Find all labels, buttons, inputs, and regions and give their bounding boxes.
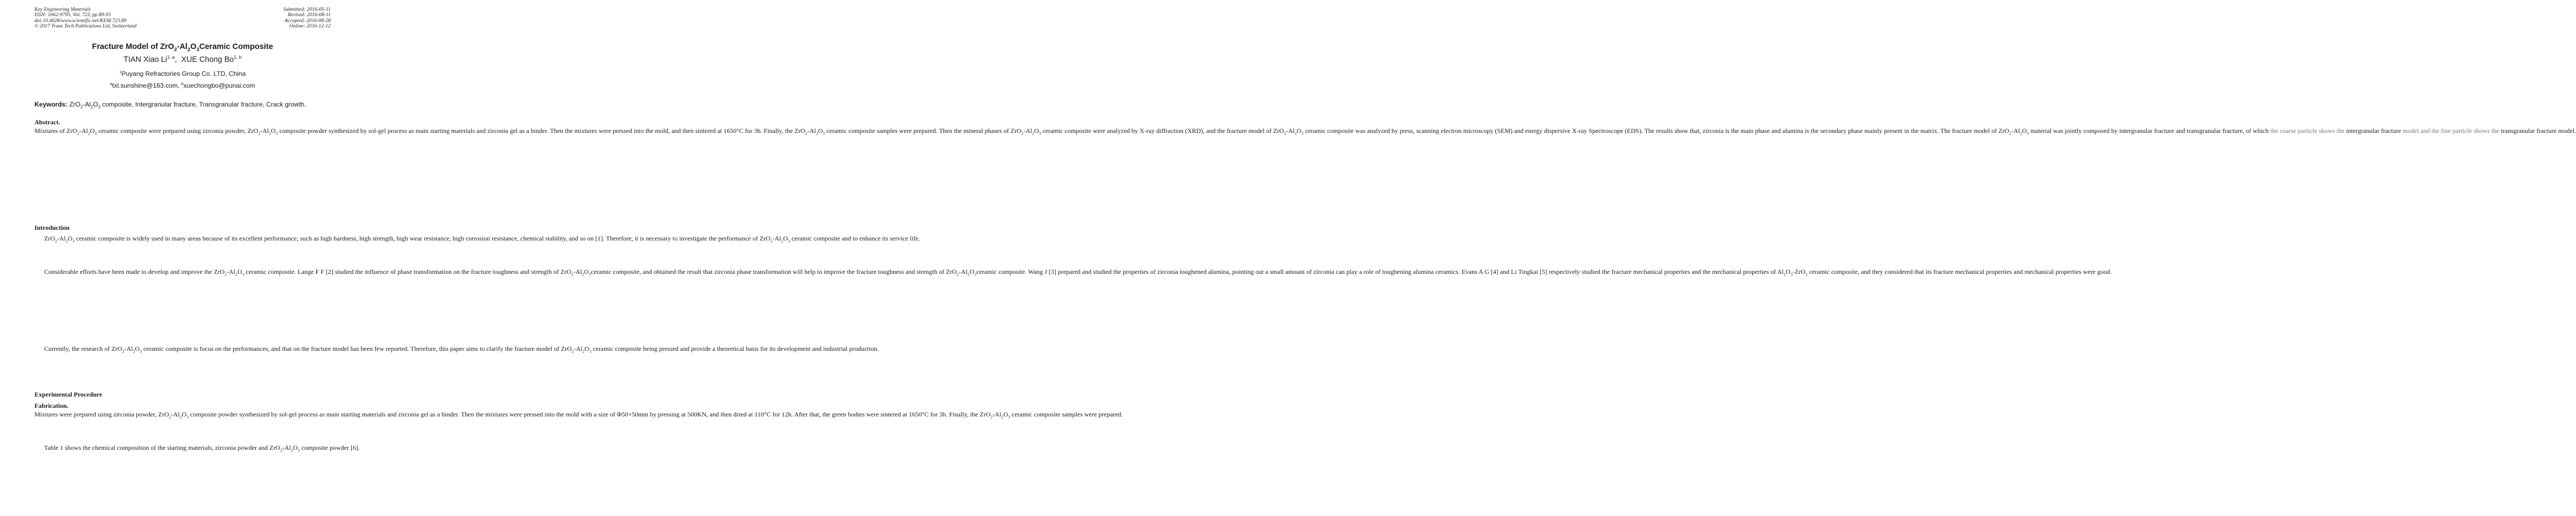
author-2: XUE Chong Bo [181, 55, 234, 64]
date-accepted: Accepted: 2016-08-28 [284, 17, 331, 24]
intro-paragraph-3: Currently, the research of $ZrO_2-Al_2O_3$ ceramic composite is focus on the performances, and that on the fracture model has been few reported. Therefore, this paper aims to clarify the fracture model of $ZrO_2-Al_2O_3$ ceramic composite being pressed and provide a theoretical basis for its development and industrial production. [44, 345, 879, 354]
date-submitted: Submitted: 2016-05-11 [283, 6, 331, 12]
journal-doi[interactable]: doi:10.4028/www.scientific.net/KEM.723.89 [34, 17, 127, 24]
email-a[interactable]: txl.sunshine@163.com, [112, 82, 181, 89]
fabrication-label: Fabrication. [34, 402, 68, 409]
author-1: TIAN Xiao Li [123, 55, 167, 64]
author-emails: $^a$txl.sunshine@163.com, $^b$xuechongbo@punai.com [110, 81, 255, 89]
abstract-label: Abstract. [34, 118, 60, 126]
copyright: © 2017 Trans Tech Publications Ltd, Switzerland [34, 23, 137, 30]
paper-title: Fracture Model of $ZrO_2-Al_2O_3Ceramic$ Composite [92, 43, 274, 53]
journal-name: Key Engineering Materials [34, 6, 91, 12]
table1-paragraph: Table 1 shows the chemical composition of the starting materials, zirconia powder and $ZrO_2-Al_2O_3$ composite powder [6]. [44, 444, 360, 453]
journal-info [34, 7, 137, 30]
intro-paragraph-2: Considerable efforts have been made to develop and improve the $ZrO_2-Al_2O_3$ ceramic composite. Lange F F [2] studied the influence of phase transformation on the fracture toughness and strength of $ZrO_2-Al_2O_3ceramic$ composite, and obtained the result that zirconia phase transformation will help to improve the fracture toughness and strength of $ZrO_2-Al_2O_3ceramic$ composite. Wang J [3] prepared and studied the properties of zirconia toughened alumina, pointing out a small amount of zirconia can play a role of toughening alumina ceramics. Evans A G [4] and Li Tingkai [5] respectively studied the fracture mechanical properties and the mechanical properties of $Al_2O_3-ZrO_2$ ceramic composite, and they considered that its fracture mechanical properties and mechanical properties were good. [44, 268, 2112, 277]
journal-issn: ISSN: 1662-9795, Vol. 723, pp 89-93 [34, 12, 111, 18]
date-online: Online: 2016-12-12 [289, 23, 331, 30]
date-revised: Revised: 2016-08-11 [288, 12, 331, 18]
fabrication-paragraph: Fabrication. Mixtures were prepared using zirconia powder, $ZrO_2-Al_2O_3$ composite powder synthesized by sol-gel process as main starting materials and zirconia gel as a binder. Then the mixtures were pressed into the mold with a size of Φ50×50mm by pressing at 500KN, and then dried at 110°C for 12h. After that, the green bodies were sintered at 1650°C for 3h. Finally, the $ZrO_2-Al_2O_3$ ceramic composite samples were prepared. [34, 402, 1123, 419]
keywords-label: Keywords: [34, 101, 68, 108]
email-b[interactable]: xuechongbo@punai.com [183, 82, 255, 89]
affiliation: $^1$Puyang Refractories Group Co. LTD, China [119, 69, 246, 77]
introduction-heading: Introduction [34, 224, 70, 231]
abstract: Abstract. Mixtures of $ZrO_2-Al_2O_3$ ceramic composite were prepared using zirconia powder, $ZrO_2-Al_2O_3$ composite powder synthesized by sol-gel process as main starting materials and zirconia gel as a binder. Then the mixtures were pressed into the mold, and then sintered at 1650°C for 3h. Finally, the $ZrO_2-Al_2O_3$ ceramic composite samples were prepared. Then the mineral phases of $ZrO_2-Al_2O_3$ ceramic composite were analyzed by X-ray diffraction (XRD), and the fracture model of $ZrO_2-Al_2O_3$ ceramic composite was analyzed by press, scanning electron microscopy (SEM) and energy dispersive X-ray Spectroscope (EDS). The results show that, zirconia is the main phase and alumina is the secondary phase mainly present in the matrix. The fracture model of $ZrO_2-Al_2O_3$ material was jointly composed by intergranular fracture and transgranular fracture, of which the coarse particle shows the intergranular fracture model and the fine particle shows the transgranular fracture model. [34, 118, 2576, 136]
experimental-heading: Experimental Procedure [34, 391, 102, 398]
author-list: TIAN Xiao Li$^{1, a}$, XUE Chong Bo$^{1, b}$ [123, 54, 242, 64]
keywords: Keywords: $ZrO_2-Al_2O_3$ composite, Intergranular fracture, Transgranular fracture, Crack growth. [34, 101, 306, 110]
publication-dates [283, 7, 331, 30]
intro-paragraph-1: $ZrO_2-Al_2O_3$ ceramic composite is widely used in many areas because of its excellent performance, such as high hardness, high strength, high wear resistance, high corrosion resistance, chemical stability, and so on [1]. Therefore, it is necessary to investigate the performance of $ZrO_2-Al_2O_3$ ceramic composite and to enhance its service life. [44, 235, 920, 244]
